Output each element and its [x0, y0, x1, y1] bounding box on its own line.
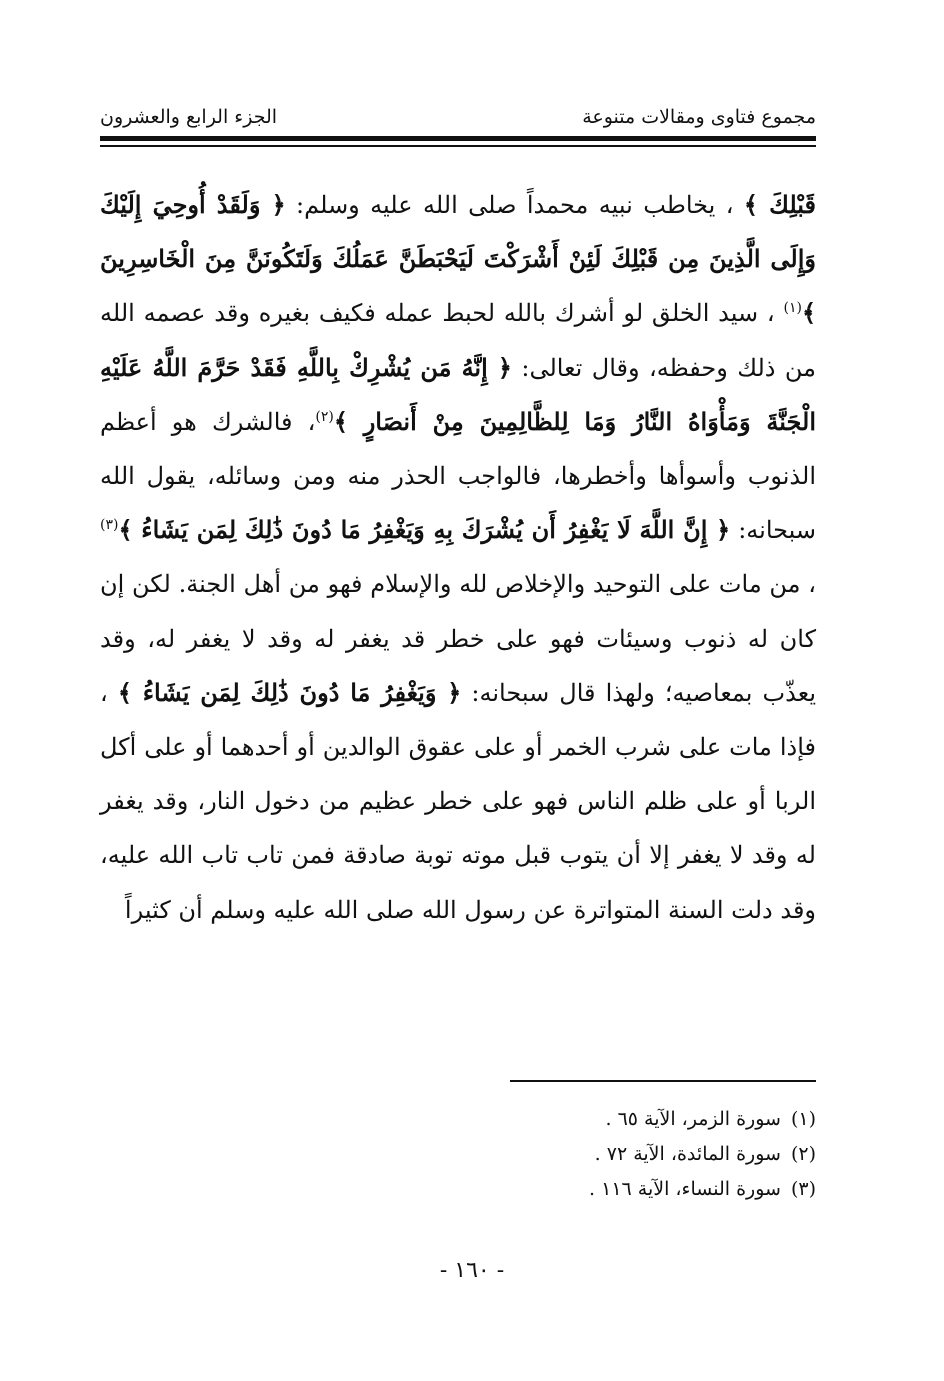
main-paragraph: [100, 178, 816, 937]
header-rule-thick: [100, 136, 816, 141]
footnote-ref: (٣): [100, 517, 119, 534]
book-title: مجموع فتاوى ومقالات متنوعة: [582, 106, 816, 128]
main-text: [100, 178, 816, 937]
running-header: [100, 98, 816, 128]
footnote-number: (١): [790, 1108, 816, 1130]
footnotes: [100, 1102, 816, 1207]
volume-label: الجزء الرابع والعشرون: [100, 106, 278, 128]
body-text-run: ، من مات على التوحيد والإخلاص لله والإسلام فهو من أهل الجنة. لكن إن كان له ذنوب وسيئات فهو على خطر قد يغفر له وقد لا يغفر له، وقد يعذّب بمعاصيه؛ ولهذا قال سبحانه:: [100, 570, 817, 707]
footnote-separator: [510, 1080, 816, 1082]
quran-quote: ﴿ وَلَقَدْ أُوحِيَ إِلَيْكَ وَإِلَى الَّذِينَ مِن قَبْلِكَ لَئِنْ أَشْرَكْتَ لَيَحْبَطَنَّ عَمَلُكَ وَلَتَكُونَنَّ مِنَ الْخَاسِرِينَ ﴾: [100, 190, 816, 328]
body-text-run: ، فإذا مات على شرب الخمر أو على عقوق الوالدين أو أحدهما أو على أكل الربا أو على ظلم الناس فهو على خطر عظيم من دخول النار، وقد يغفر له وقد لا يغفر إلا أن يتوب قبل موته توبة صادقة فمن تاب تاب الله عليه، وقد دلت السنة المتواترة عن رسول الله صلى الله عليه وسلم أن كثيراً: [100, 678, 816, 924]
quran-quote: ﴿ إِنَّ اللَّهَ لَا يَغْفِرُ أَن يُشْرَكَ بِهِ وَيَغْفِرُ مَا دُونَ ذَٰلِكَ لِمَن يَشَاءُ ﴾: [118, 515, 731, 545]
footnote-number: (٣): [790, 1178, 816, 1200]
footnote-text: سورة المائدة، الآية ٧٢ .: [594, 1143, 781, 1165]
footnote-item: [100, 1102, 816, 1137]
footnote-item: [100, 1172, 816, 1207]
footnote-ref: (٢): [315, 408, 334, 425]
footnote-ref: (١): [783, 300, 802, 317]
body-text-run: ، سيد الخلق لو أشرك بالله لحبط عمله فكيف بغيره وقد عصمه الله من ذلك وحفظه، وقال تعالى:: [100, 299, 816, 382]
quran-quote: ﴿ وَيَغْفِرُ مَا دُونَ ذَٰلِكَ لِمَن يَشَاءُ ﴾: [117, 677, 462, 707]
header-rule-thin: [100, 145, 816, 147]
quran-quote: قَبْلِكَ ﴾: [743, 190, 817, 219]
footnote-number: (٢): [790, 1143, 816, 1165]
body-text-run: ، يخاطب نبيه محمداً صلى الله عليه وسلم:: [285, 191, 744, 219]
footnote-item: [100, 1137, 816, 1172]
page-number: - ١٦٠ -: [439, 1258, 505, 1283]
body-text-run: ، فالشرك هو أعظم الذنوب وأسوأها وأخطرها، فالواجب الحذر منه ومن وسائله، يقول الله سبحانه:: [100, 407, 817, 545]
quran-quote: ﴿ إِنَّهُ مَن يُشْرِكْ بِاللَّهِ فَقَدْ حَرَّمَ اللَّهُ عَلَيْهِ الْجَنَّةَ وَمَأْوَاهُ النَّارُ وَمَا لِلظَّالِمِينَ مِنْ أَنصَارٍ ﴾: [100, 352, 816, 436]
footnote-text: سورة النساء، الآية ١١٦ .: [589, 1178, 781, 1200]
footnote-text: سورة الزمر، الآية ٦٥ .: [605, 1108, 781, 1130]
